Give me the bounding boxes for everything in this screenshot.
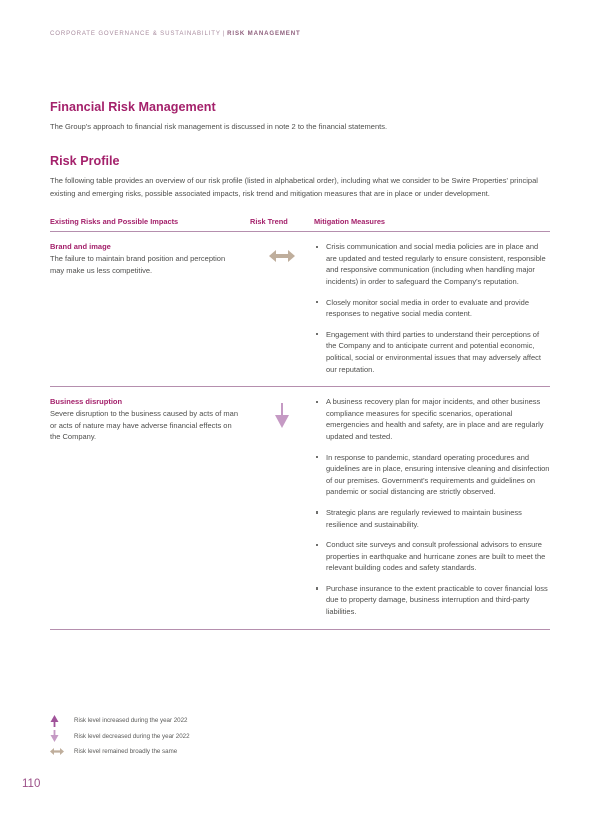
legend-icon-wrap	[50, 730, 74, 742]
legend-icon-wrap	[50, 715, 74, 727]
arrow-left-right-icon	[269, 248, 295, 264]
arrow-down-icon	[274, 403, 290, 429]
arrow-up-icon	[50, 715, 59, 727]
risk-name: Business disruption	[50, 397, 123, 407]
table-row	[50, 232, 550, 387]
table-row	[50, 387, 550, 630]
legend-item	[50, 744, 380, 760]
mitigation-cell	[314, 241, 550, 375]
legend-item	[50, 713, 380, 729]
column-header-risks: Existing Risks and Possible Impacts	[50, 217, 179, 227]
risk-description: The failure to maintain brand position and perception may make us less competitive.	[50, 254, 226, 275]
running-header	[50, 30, 301, 37]
mitigation-list	[314, 396, 550, 618]
legend-item	[50, 729, 380, 745]
financial-risk-management-body: The Group's approach to financial risk management is discussed in note 2 to the financial statements.	[50, 122, 388, 131]
mitigation-cell	[314, 396, 550, 618]
table-header-row	[50, 217, 550, 232]
mitigation-item: A business recovery plan for major incidents, and other business compliance measures for specific scenarios, operational emergencies and health and safety, are in place and are regularly updated and tested.	[314, 396, 550, 442]
mitigation-list	[314, 241, 550, 375]
running-header-separator: |	[222, 30, 226, 37]
legend-label: Risk level remained broadly the same	[74, 748, 178, 756]
risk-cell	[50, 241, 250, 375]
mitigation-item: Strategic plans are regularly reviewed to maintain business resilience and sustainability.	[314, 507, 550, 530]
risk-profile-title: Risk Profile	[50, 154, 120, 169]
risk-cell	[50, 396, 250, 618]
legend-label: Risk level increased during the year 2022	[74, 717, 188, 725]
column-header-mitigation: Mitigation Measures	[314, 217, 386, 227]
trend-cell	[250, 241, 314, 375]
running-header-subsection: RISK MANAGEMENT	[227, 30, 301, 37]
mitigation-item: Crisis communication and social media policies are in place and are updated and tested regularly to ensure consistent, responsible and responsive communication (including when handling major incidents) in order to safeguard the Company's reputation.	[314, 241, 550, 287]
risk-profile-body: The following table provides an overview of our risk profile (listed in alphabetical order), including what we consider to be Swire Properties' principal existing and emerging risks, possible associated impacts, risk trend and mitigation measures that are in place or under development.	[50, 176, 538, 198]
mitigation-item: Engagement with third parties to understand their perceptions of the Company and to anticipate current and potential economic, political, social or environmental issues that may adversely affect our reputation.	[314, 329, 550, 375]
page-content	[50, 100, 550, 630]
risk-table	[50, 217, 550, 629]
arrow-left-right-icon	[50, 747, 64, 756]
column-header-trend: Risk Trend	[250, 217, 288, 227]
arrow-down-icon	[50, 730, 59, 742]
mitigation-item: Closely monitor social media in order to evaluate and provide responses to negative social media content.	[314, 297, 550, 320]
running-header-section: CORPORATE GOVERNANCE & SUSTAINABILITY	[50, 30, 221, 37]
legend-label: Risk level decreased during the year 2022	[74, 732, 190, 740]
risk-name: Brand and image	[50, 242, 111, 252]
legend-icon-wrap	[50, 747, 74, 756]
mitigation-item: Purchase insurance to the extent practicable to cover financial loss due to property damage, business interruption and third-party liabilities.	[314, 583, 550, 618]
legend	[50, 713, 380, 760]
page-number: 110	[22, 778, 41, 790]
trend-cell	[250, 396, 314, 618]
mitigation-item: In response to pandemic, standard operating procedures and guidelines are in place, ensuring intensive cleaning and disinfection of our premises. Government's requirements and guidelines on pandemic or social distancing are strictly observed.	[314, 452, 550, 498]
mitigation-item: Conduct site surveys and consult professional advisors to ensure properties in earthquake and hurricane zones are built to meet the relevant building codes and safety standards.	[314, 539, 550, 574]
financial-risk-management-title: Financial Risk Management	[50, 100, 216, 114]
risk-description: Severe disruption to the business caused by acts of man or acts of nature may have adverse financial effects on the Company.	[50, 409, 239, 442]
